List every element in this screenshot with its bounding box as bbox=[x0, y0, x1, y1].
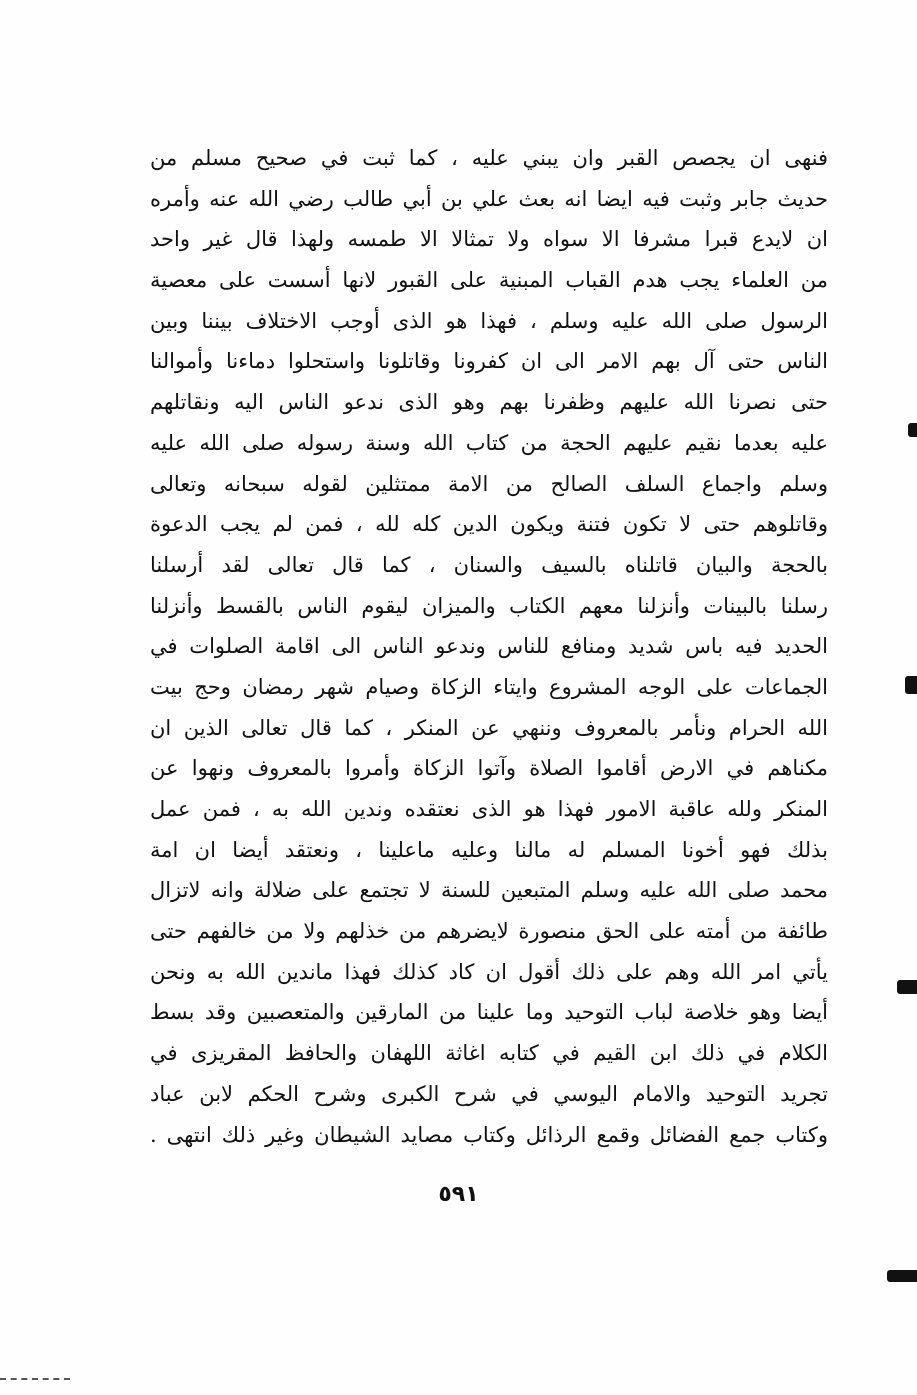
text-line: فنهى ان يجصص القبر وان يبني عليه ، كما ثبت في صحيح مسلم من bbox=[150, 146, 828, 170]
text-line: رسلنا بالبينات وأنزلنا معهم الكتاب والميزان ليقوم الناس بالقسط وأنزلنا bbox=[150, 593, 828, 618]
scan-edge-rule bbox=[0, 1378, 70, 1380]
scan-edge-mark bbox=[897, 980, 917, 994]
text-line: وقاتلوهم حتى لا تكون فتنة ويكون الدين كله لله ، فمن لم يجب الدعوة bbox=[150, 512, 828, 537]
scan-edge-mark bbox=[887, 1270, 917, 1282]
text-line: الله الحرام ونأمر بالمعروف وننهي عن المنكر ، كما قال تعالى الذين ان bbox=[150, 715, 828, 740]
text-line: الكلام في ذلك ابن القيم في كتابه اغاثة اللهفان والحافظ المقريزى في bbox=[150, 1041, 828, 1066]
text-line: المنكر ولله عاقبة الامور فهذا هو الذى نعتقده وندين الله به ، فمن عمل bbox=[150, 797, 828, 821]
text-line: يأتي امر الله وهم على ذلك أقول ان كاد كذلك فهذا ماندين الله به ونحن bbox=[150, 959, 828, 984]
scan-edge-mark bbox=[908, 423, 917, 437]
body-text bbox=[150, 138, 828, 1155]
text-line: ان لايدع قبرا مشرفا الا سواه ولا تمثالا الا طمسه ولهذا قال غير واحد bbox=[150, 227, 828, 252]
text-line: محمد صلى الله عليه وسلم المتبعين للسنة لا تجتمع على ضلالة وانه لاتزال bbox=[150, 878, 828, 903]
text-line: تجريد التوحيد والامام اليوسي في شرح الكبرى وشرح الحكم لابن عباد bbox=[150, 1081, 828, 1106]
text-line: حديث جابر وثبت فيه ايضا انه بعث علي بن أبي طالب رضي الله عنه وأمره bbox=[150, 186, 828, 211]
text-line: من العلماء يجب هدم القباب المبنية على القبور لانها أسست على معصية bbox=[150, 268, 828, 293]
text-line: وسلم واجماع السلف الصالح من الامة ممتثلين لقوله سبحانه وتعالى bbox=[150, 471, 828, 496]
scan-edge-mark bbox=[905, 676, 917, 694]
text-line: بالحجة والبيان قاتلناه بالسيف والسنان ، كما قال تعالى لقد أرسلنا bbox=[150, 552, 828, 577]
text-line: الحديد فيه باس شديد ومنافع للناس وندعو الناس الى اقامة الصلوات في bbox=[150, 634, 828, 659]
text-line: طائفة من أمته على الحق منصورة لايضرهم من خذلهم ولا من خالفهم حتى bbox=[150, 919, 828, 944]
text-line: الرسول صلى الله عليه وسلم ، فهذا هو الذى أوجب الاختلاف بيننا وبين bbox=[150, 308, 828, 333]
text-line: الجماعات على الوجه المشروع وايتاء الزكاة وصيام شهر رمضان وحج بيت bbox=[150, 674, 828, 699]
text-line: مكناهم في الارض أقاموا الصلاة وآتوا الزكاة وأمروا بالمعروف ونهوا عن bbox=[150, 756, 828, 781]
text-line: حتى نصرنا الله عليهم وظفرنا بهم وهو الذى ندعو الناس اليه ونقاتلهم bbox=[150, 390, 828, 415]
page-number: ٥٩١ bbox=[438, 1182, 479, 1207]
text-line: الناس حتى آل بهم الامر الى ان كفرونا وقاتلونا واستحلوا دماءنا وأموالنا bbox=[150, 349, 828, 374]
text-line: أيضا وهو خلاصة لباب التوحيد وما علينا من المارقين والمتعصبين وقد بسط bbox=[150, 1000, 828, 1025]
text-line: عليه بعدما نقيم عليهم الحجة من كتاب الله وسنة رسوله صلى الله عليه bbox=[150, 430, 828, 455]
text-line: بذلك فهو أخونا المسلم له مالنا وعليه ماعلينا ، ونعتقد أيضا ان امة bbox=[150, 837, 828, 862]
text-line: وكتاب جمع الفضائل وقمع الرذائل وكتاب مصايد الشيطان وغير ذلك انتهى . bbox=[150, 1122, 828, 1147]
